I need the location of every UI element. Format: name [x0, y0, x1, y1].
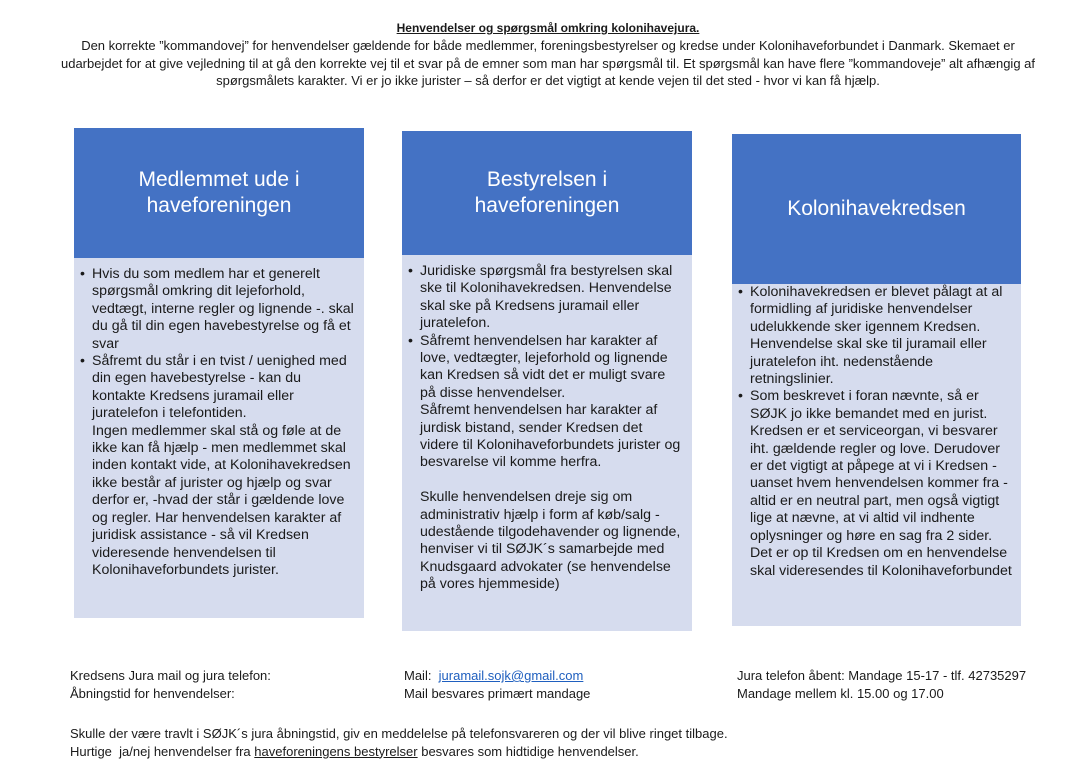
column-member: [74, 128, 364, 618]
column-board-heading: Bestyrelsen i haveforeningen: [402, 131, 692, 255]
footer-label-hours: Åbningstid for henvendelser:: [70, 685, 235, 701]
column-member-body: [74, 258, 364, 618]
intro-paragraph: Den korrekte ”kommandovej” for henvendelser gældende for både medlemmer, foreningsbestyrelser og kredse under Kolonihaveforbundet i Danmark. Skemaet er udarbejdet for at give vejledning til at gå den korrekte vej til et svar på de emner som man har spørgsmål til. Et spørgsmål kan have flere ”kommandoveje” alt afhængig af spørgsmålets karakter. Vi er jo ikke jurister – så derfor er det vigtigt at kende vejen til det sted - hvor vi kan få hjælp.: [60, 38, 1036, 88]
footer-phone: [737, 667, 1026, 702]
paragraph: Skulle henvendelsen dreje sig om administrativ hjælp i form af køb/salg - udestående tilgodehavender og lignende, henviser vi til SØJK´s samarbejde med Knudsgaard advokater (se henvendelse på vores hjemmeside): [420, 489, 681, 593]
mail-note: Mail besvares primært mandage: [404, 685, 591, 701]
bottom-notes: [70, 725, 728, 760]
list-item: [408, 333, 684, 594]
list-item: • Juridiske spørgsmål fra bestyrelsen skal ske til Kolonihavekredsen. Henvendelse skal ske på Kredsens juramail eller juratelefon.: [408, 263, 684, 333]
list-item: • Som beskrevet i foran nævnte, så er SØJK jo ikke bemandet med en jurist. Kredsen er et serviceorgan, vi besvarer iht. gældende regler og love. Derudover er det vigtigt at påpege at vi i Kredsen - uanset hvem henvendelsen kommer fra - altid er en neutral part, men også vigtigt lige at nævne, at vi altid vil indhente oplysninger og høre en sag fra 2 sider. Det er op til Kredsen om en henvendelse skal videresendes til Kolonihaveforbundet: [738, 388, 1013, 579]
footer-contact-labels: [70, 667, 271, 702]
column-board-body: [402, 255, 692, 631]
column-district: [732, 134, 1021, 626]
mail-label: Mail:: [404, 668, 439, 683]
mail-link[interactable]: juramail.sojk@gmail.com: [438, 668, 584, 683]
bullet-text: Såfremt du står i en tvist / uenighed med din egen havebestyrelse - kan du kontakte Kredsens juramail eller juratelefon i telefontiden.: [92, 353, 347, 422]
bullet-text: Såfremt henvendelsen har karakter af love, vedtægter, lejeforhold og lignende kan Kredsen så vidt det er muligt svare på disse henvendelser.: [420, 332, 668, 401]
underlined-text: haveforeningens bestyrelser: [254, 743, 418, 759]
document-title: Henvendelser og spørgsmål omkring kolonihavejura.: [396, 21, 700, 35]
document-header: [60, 20, 1036, 90]
list-item: • Hvis du som medlem har et generelt spørgsmål omkring dit lejeforhold, vedtægt, interne regler og lignende -. skal du gå til din egen havebestyrelse og få et svar: [80, 266, 356, 353]
phone-times: Mandage mellem kl. 15.00 og 17.00: [737, 685, 944, 701]
list-item: • Kolonihavekredsen er blevet pålagt at al formidling af juridiske henvendelser udelukkende sker igennem Kredsen. Henvendelse skal ske til juramail eller juratelefon iht. nedenstående retningslinier.: [738, 284, 1013, 388]
list-item: [80, 353, 356, 579]
column-district-body: [732, 284, 1021, 626]
paragraph: Ingen medlemmer skal stå og føle at de ikke kan få hjælp - men medlemmet skal inden kontakt vide, at Kolonihavekredsen ikke består af jurister og hjælp og svar derfor er, -hvad der står i gældende love og regler. Har henvendelsen karakter af juridisk assistance - så vil Kredsen videresende henvendelsen til Kolonihaveforbundets jurister.: [92, 422, 351, 578]
column-district-heading: Kolonihavekredsen: [732, 134, 1021, 284]
column-member-heading: Medlemmet ude i haveforeningen: [74, 128, 364, 258]
paragraph: Såfremt henvendelsen har karakter af jurdisk bistand, sender Kredsen det videre til Kolonihaveforbundets jurister og besvarelse vil komme herfra.: [420, 402, 681, 471]
footer-label-mail-phone: Kredsens Jura mail og jura telefon:: [70, 668, 271, 683]
bottom-note-quick: Hurtige ja/nej henvendelser fra haveforeningens bestyrelser besvares som hidtidige henvendelser.: [70, 743, 639, 759]
bottom-note-busy: Skulle der være travlt i SØJK´s jura åbningstid, giv en meddelelse på telefonsvareren og der vil blive ringet tilbage.: [70, 726, 728, 741]
column-board: [402, 131, 692, 631]
phone-hours: Jura telefon åbent: Mandage 15-17 - tlf. 42735297: [737, 668, 1027, 683]
footer-mail: [404, 667, 590, 702]
